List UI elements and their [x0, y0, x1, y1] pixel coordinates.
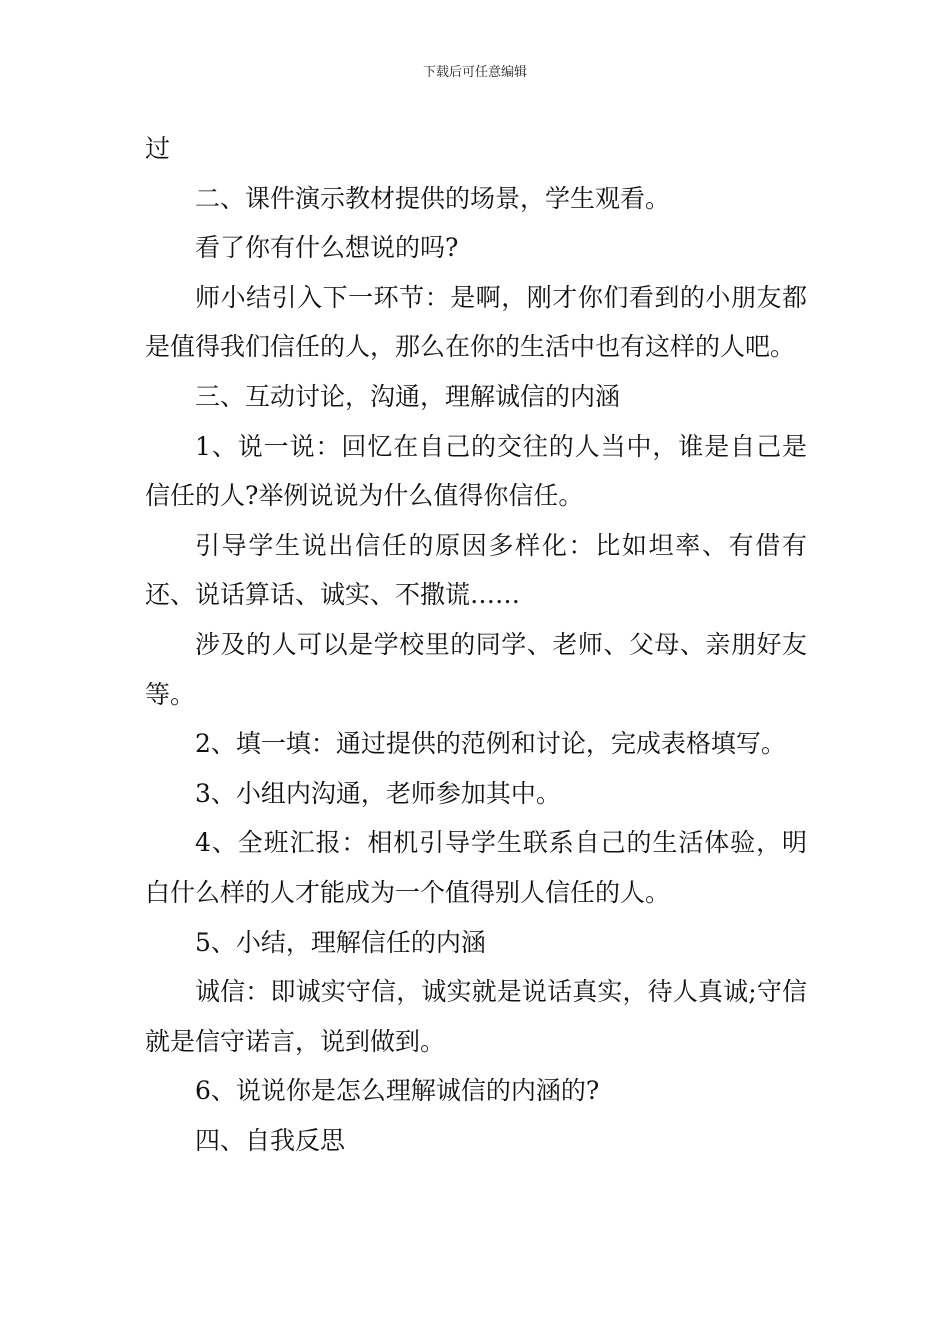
- paragraph-definition: 诚信：即诚实守信，诚实就是说话真实，待人真诚;守信就是信守诺言，说到做到。: [145, 977, 807, 1056]
- section-heading-courseware-demo: 二、课件演示教材提供的场景，学生观看。: [195, 183, 671, 213]
- paragraph-item-4: 4、全班汇报：相机引导学生联系自己的生活体验，明白什么样的人才能成为一个值得别人信任的人。: [145, 828, 807, 907]
- paragraph-question: 看了你有什么想说的吗?: [195, 233, 459, 263]
- paragraph-guidance: 引导学生说出信任的原因多样化：比如坦率、有借有还、说话算话、诚实、不撒谎……: [145, 530, 807, 610]
- paragraph-item-3: 3、小组内沟通，老师参加其中。: [195, 778, 561, 808]
- document-body: [145, 124, 807, 1165]
- paragraph-item-5: 5、小结，理解信任的内涵: [195, 927, 486, 957]
- paragraph-item-6: 6、说说你是怎么理解诚信的内涵的?: [195, 1076, 600, 1106]
- paragraph-item-1: 1、说一说：回忆在自己的交往的人当中，谁是自己是信任的人?举例说说为什么值得你信任。: [145, 431, 807, 511]
- section-heading-interactive-discussion: 三、互动讨论，沟通，理解诚信的内涵: [195, 381, 621, 411]
- paragraph-people-involved: 涉及的人可以是学校里的同学、老师、父母、亲朋好友等。: [145, 629, 807, 709]
- paragraph-teacher-summary: 师小结引入下一环节：是啊，刚才你们看到的小朋友都是值得我们信任的人，那么在你的生活中也有这样的人吧。: [145, 282, 807, 362]
- paragraph-item-2: 2、填一填：通过提供的范例和讨论，完成表格填写。: [195, 729, 786, 759]
- section-heading-self-reflection: 四、自我反思: [195, 1125, 346, 1155]
- page-header: 下载后可任意编辑: [422, 65, 527, 80]
- paragraph-continuation: 过: [145, 134, 171, 163]
